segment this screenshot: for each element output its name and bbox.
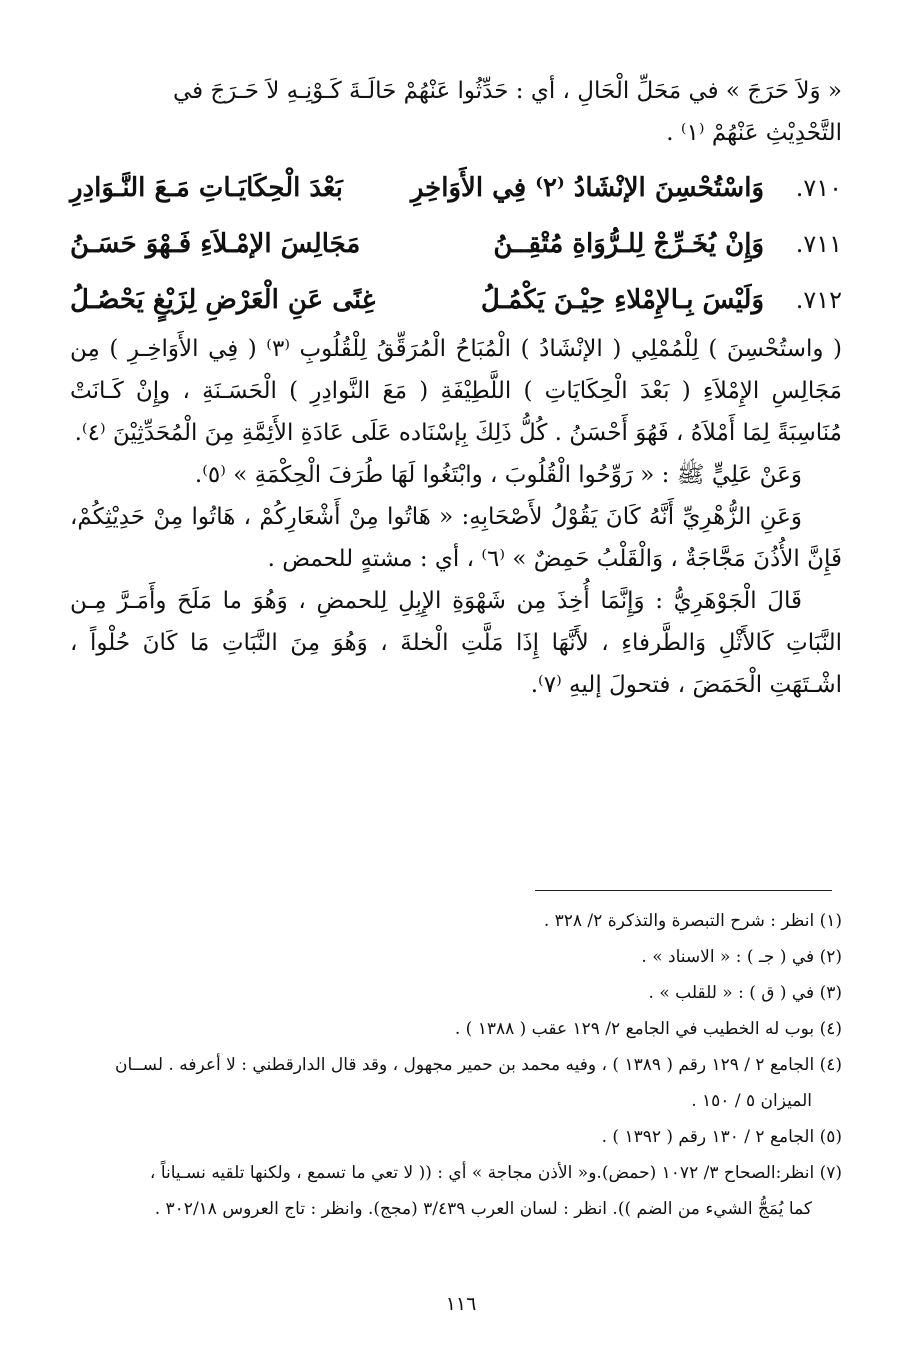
verse-row — [70, 272, 842, 328]
footnote-continuation: كما يُمَجُّ الشيء من الضم )). انظر : لسان العرب ٣/٤٣٩ (مجج). وانظر : تاج العروس ٣٠٢/١٨ . — [154, 1199, 812, 1219]
commentary-paragraph: قَالَ الْجَوْهَرِيُّ : وَإِنَّمَا أُخِذَ مِن شَهْوَةِ الإِبِلِ لِلحمضِ ، وَهُوَ ما مَلَحَ وأَمَـرَّ مِـن النَّبَاتِ كَالأَثْلِ وَالطَّرفاءِ ، لأَنَّهَا إِذَا مَلَّتِ الْخلةَ ، وَهُوَ مِنَ النَّبَاتِ مَا كَانَ حُلْواً ، اشْـتَهَتِ الْحَمَضَ ، فتحولَ إليهِ ⁽٧⁾. — [70, 588, 842, 698]
verse-second-hemistich: مَجَالِسَ الإمْـلاَءِ فَـهْوَ حَسَـنُ — [70, 229, 361, 259]
verse-number: ٧١٢. — [795, 286, 842, 314]
footnote: (٥) الجامع ٢ / ١٣٠ رقم ( ١٣٩٢ ) . — [601, 1127, 842, 1147]
footnote-divider — [535, 890, 832, 891]
footnote: (٤) بوب له الخطيب في الجامع ٢/ ١٢٩ عقب ( ١٣٨٨ ) . — [454, 1019, 842, 1039]
footnote: (٧) انظر:الصحاح ٣/ ١٠٧٢ (حمض).و« الأذن مجاجة » أي : (( لا تعي ما تسمع ، ولكنها تلقيه نسـياناً ، — [149, 1163, 842, 1183]
verse-first-hemistich: وَإِنْ يُخَـرِّجْ لِلـرُّوَاةِ مُتْقِــنُ — [493, 229, 764, 259]
verse-second-hemistich: بَعْدَ الْحِكَايَـاتِ مَـعَ النَّـوَادِرِ — [70, 173, 343, 203]
intro-line-2: التَّحْدِيْثِ عَنْهُمْ ⁽١⁾ . — [666, 120, 842, 146]
intro-line-1: « وَلاَ حَرَجَ » في مَحَلِّ الْحَالِ ، أي : حَدِّثُوا عَنْهُمْ حَالَـةَ كَـوْنِـهِ لاَ حَـرَجَ في — [172, 78, 842, 104]
verse-number: ٧١١. — [795, 230, 842, 258]
footnote: (٤) الجامع ٢ / ١٢٩ رقم ( ١٣٨٩ ) ، وفيه محمد بن حمير مجهول ، وقد قال الدارقطني : لا أعرفه . لســان — [115, 1055, 842, 1075]
footnote: (٢) في ( جـ ) : « الاسناد » . — [641, 947, 842, 967]
verse-first-hemistich: وَلَيْسَ بِـالإِمْلاءِ حِيْـنَ يَكْمُـلُ — [480, 285, 764, 315]
verse-row — [70, 216, 842, 272]
footnote: (١) انظر : شرح التبصرة والتذكرة ٢/ ٣٢٨ . — [543, 911, 842, 931]
footnotes — [70, 903, 842, 1227]
commentary-paragraph: ( واستُحْسِنَ ) لِلْمُمْلِي ( الإنْشَادُ ) الْمُبَاحُ الْمُرَقِّقُ لِلْقُلُوبِ ⁽٣⁾ ( فِي الأَوَاخِـرِ ) مِن مَجَالِسِ الإِمْلاَءِ ( بَعْدَ الْحِكَايَاتِ ) اللَّطِيْفَةِ ( مَعَ النَّوادِرِ ) الْحَسَـنَةِ ، وإِنْ كَـانَتْ مُنَاسِبَةً لِمَا أَمْلاَهُ ، فَهُوَ أَحْسَنُ . كُلُّ ذَلِكَ بِإسْنَاده عَلَى عَادَةِ الأَئِمَّةِ مِنَ الْمُحَدِّثِيْنَ ⁽٤⁾. — [70, 336, 842, 446]
footnote-continuation: الميزان ٥ / ١٥٠ . — [691, 1091, 812, 1111]
verse-number: ٧١٠. — [795, 174, 842, 202]
page-body — [70, 70, 842, 706]
verse-row — [70, 160, 842, 216]
commentary-paragraph: وَعَنِ الزُّهْرِيِّ أَنَّهُ كَانَ يَقُوْلُ لأَصْحَابِهِ: « هَاتُوا مِنْ أَشْعَارِكُمْ ، هَاتُوا مِنْ حَدِيْثِكُمْ، فَإِنَّ الأُذُنَ مَجَّاجَةٌ ، وَالْقَلْبُ حَمِضٌ » ⁽٦⁾ ، أي : مشتهٍ للحمض . — [70, 504, 842, 572]
page-number: ١١٦ — [445, 1293, 477, 1315]
commentary-paragraph: وَعَنْ عَلِيٍّ ﷺ : « رَوِّحُوا الْقُلُوبَ ، وابْتَغُوا لَهَا طُرَفَ الْحِكْمَةِ » ⁽٥⁾. — [194, 462, 802, 488]
verse-first-hemistich: وَاسْتُحْسِنَ الإنْشَادُ ⁽٢⁾ فِي الأَوَاخِرِ — [410, 173, 764, 203]
verse-second-hemistich: غِنًى عَنِ الْعَرْضِ لِزَيْغٍ يَحْصُـلُ — [70, 285, 376, 315]
footnote: (٣) في ( ق ) : « للقلب » . — [648, 983, 842, 1003]
verse-block — [70, 160, 842, 328]
